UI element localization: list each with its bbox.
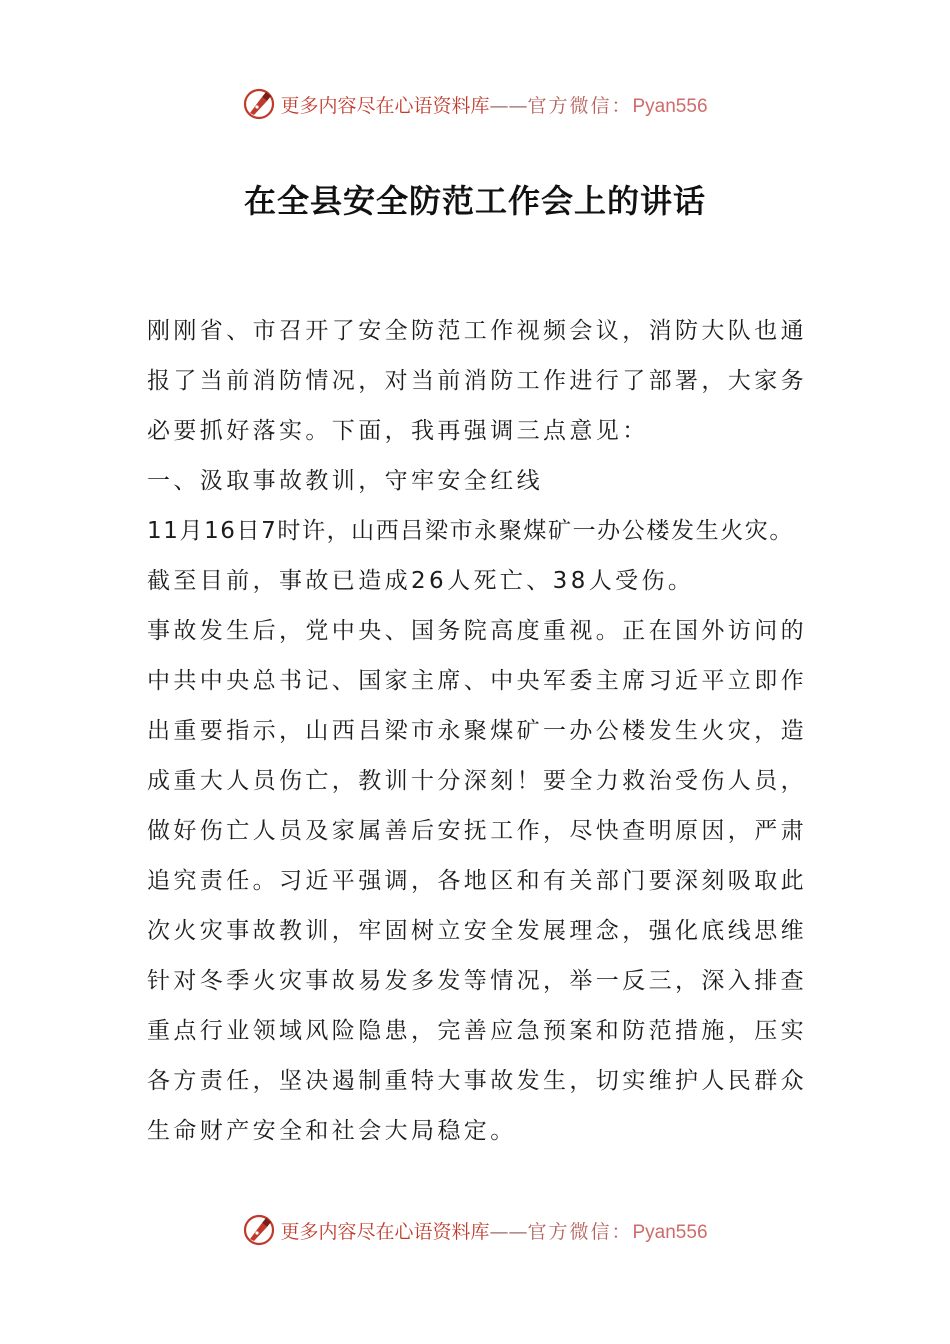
document-title: 在全县安全防范工作会上的讲话 (243, 182, 706, 220)
watermark-wechat-id: Pyan556 (632, 95, 708, 117)
watermark-wechat-id: Pyan556 (632, 1221, 708, 1243)
body-line: 次火灾事故教训，牢固树立安全发展理念，强化底线思维 (147, 918, 807, 944)
body-line: 报了当前消防情况，对当前消防工作进行了部署，大家务 (147, 368, 807, 394)
watermark-text (280, 1217, 707, 1244)
document-body (147, 306, 837, 1156)
body-line: 截至目前，事故已造成26人死亡、38人受伤。 (147, 568, 695, 594)
watermark-wechat-label: 官方微信： (527, 1220, 633, 1243)
footer-watermark (0, 1210, 950, 1250)
body-line: 做好伤亡人员及家属善后安抚工作，尽快查明原因，严肃 (147, 818, 807, 844)
watermark-brand: 更多内容尽在心语资料库 (280, 1220, 490, 1243)
body-line: 重点行业领域风险隐患，完善应急预案和防范措施，压实 (147, 1018, 807, 1044)
watermark-brand: 更多内容尽在心语资料库 (280, 94, 490, 117)
body-line: 出重要指示，山西吕梁市永聚煤矿一办公楼发生火灾，造 (147, 718, 807, 744)
body-line: 刚刚省、市召开了安全防范工作视频会议，消防大队也通 (147, 318, 807, 344)
body-line: 针对冬季火灾事故易发多发等情况，举一反三，深入排查 (147, 968, 807, 994)
section-heading: 一、汲取事故教训，守牢安全红线 (147, 468, 543, 494)
pen-nib-circle-icon (242, 87, 276, 121)
header-watermark (0, 84, 950, 124)
body-line: 11月16日7时许，山西吕梁市永聚煤矿一办公楼发生火灾。 (147, 518, 794, 544)
watermark-separator: —— (489, 1220, 528, 1243)
body-line: 必要抓好落实。下面，我再强调三点意见： (147, 418, 649, 444)
watermark-text (280, 91, 707, 118)
watermark-separator: —— (489, 94, 528, 117)
body-line: 事故发生后，党中央、国务院高度重视。正在国外访问的 (147, 618, 807, 644)
body-line: 各方责任，坚决遏制重特大事故发生，切实维护人民群众 (147, 1068, 807, 1094)
body-line: 追究责任。习近平强调，各地区和有关部门要深刻吸取此 (147, 868, 807, 894)
body-line: 中共中央总书记、国家主席、中央军委主席习近平立即作 (147, 668, 807, 694)
body-line: 成重大人员伤亡，教训十分深刻！要全力救治受伤人员， (147, 768, 807, 794)
watermark-wechat-label: 官方微信： (527, 94, 633, 117)
body-line: 生命财产安全和社会大局稳定。 (147, 1118, 517, 1144)
pen-nib-circle-icon (242, 1213, 276, 1247)
